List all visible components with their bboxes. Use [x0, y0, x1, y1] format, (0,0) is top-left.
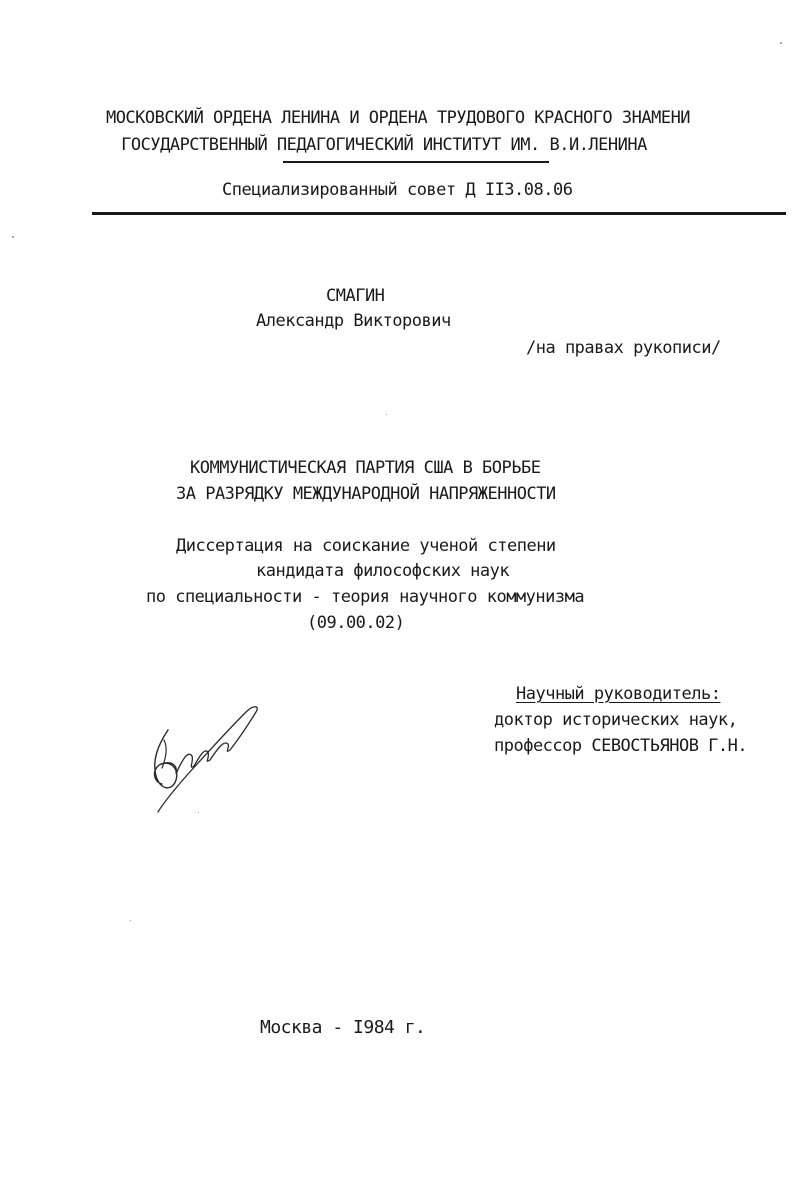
scan-speck [130, 920, 131, 921]
place-and-year: Москва - I984 г. [260, 1017, 426, 1038]
signature-mark [138, 700, 266, 818]
scan-speck [386, 414, 387, 415]
specialty-code: (09.00.02) [307, 613, 405, 633]
council-line: Специализированный совет Д II3.08.06 [222, 180, 573, 200]
dissertation-line-3: по специальности - теория научного коммунизма [146, 587, 585, 607]
supervisor-name: профессор СЕВОСТЬЯНОВ Г.Н. [494, 736, 748, 756]
supervisor-label: Научный руководитель: [516, 684, 721, 704]
author-given-names: Александр Викторович [256, 311, 451, 331]
scan-speck [12, 236, 14, 238]
scan-speck [780, 42, 782, 44]
header-divider [92, 212, 786, 215]
thesis-title-line-1: КОММУНИСТИЧЕСКАЯ ПАРТИЯ США В БОРЬБЕ [190, 458, 541, 478]
supervisor-degree: доктор исторических наук, [494, 710, 738, 730]
institution-underline [283, 161, 549, 163]
dissertation-line-1: Диссертация на соискание ученой степени [176, 536, 556, 556]
author-surname: СМАГИН [326, 286, 385, 306]
dissertation-line-2: кандидата философских наук [256, 561, 510, 581]
institution-line-1: МОСКОВСКИЙ ОРДЕНА ЛЕНИНА И ОРДЕНА ТРУДОВОГО КРАСНОГО ЗНАМЕНИ [105, 108, 691, 128]
institution-line-2: ГОСУДАРСТВЕННЫЙ ПЕДАГОГИЧЕСКИЙ ИНСТИТУТ ИМ. В.И.ЛЕНИНА [121, 135, 647, 155]
thesis-title-line-2: ЗА РАЗРЯДКУ МЕЖДУНАРОДНОЙ НАПРЯЖЕННОСТИ [176, 484, 556, 504]
manuscript-note: /на правах рукописи/ [526, 338, 721, 358]
scan-speck [198, 812, 199, 813]
